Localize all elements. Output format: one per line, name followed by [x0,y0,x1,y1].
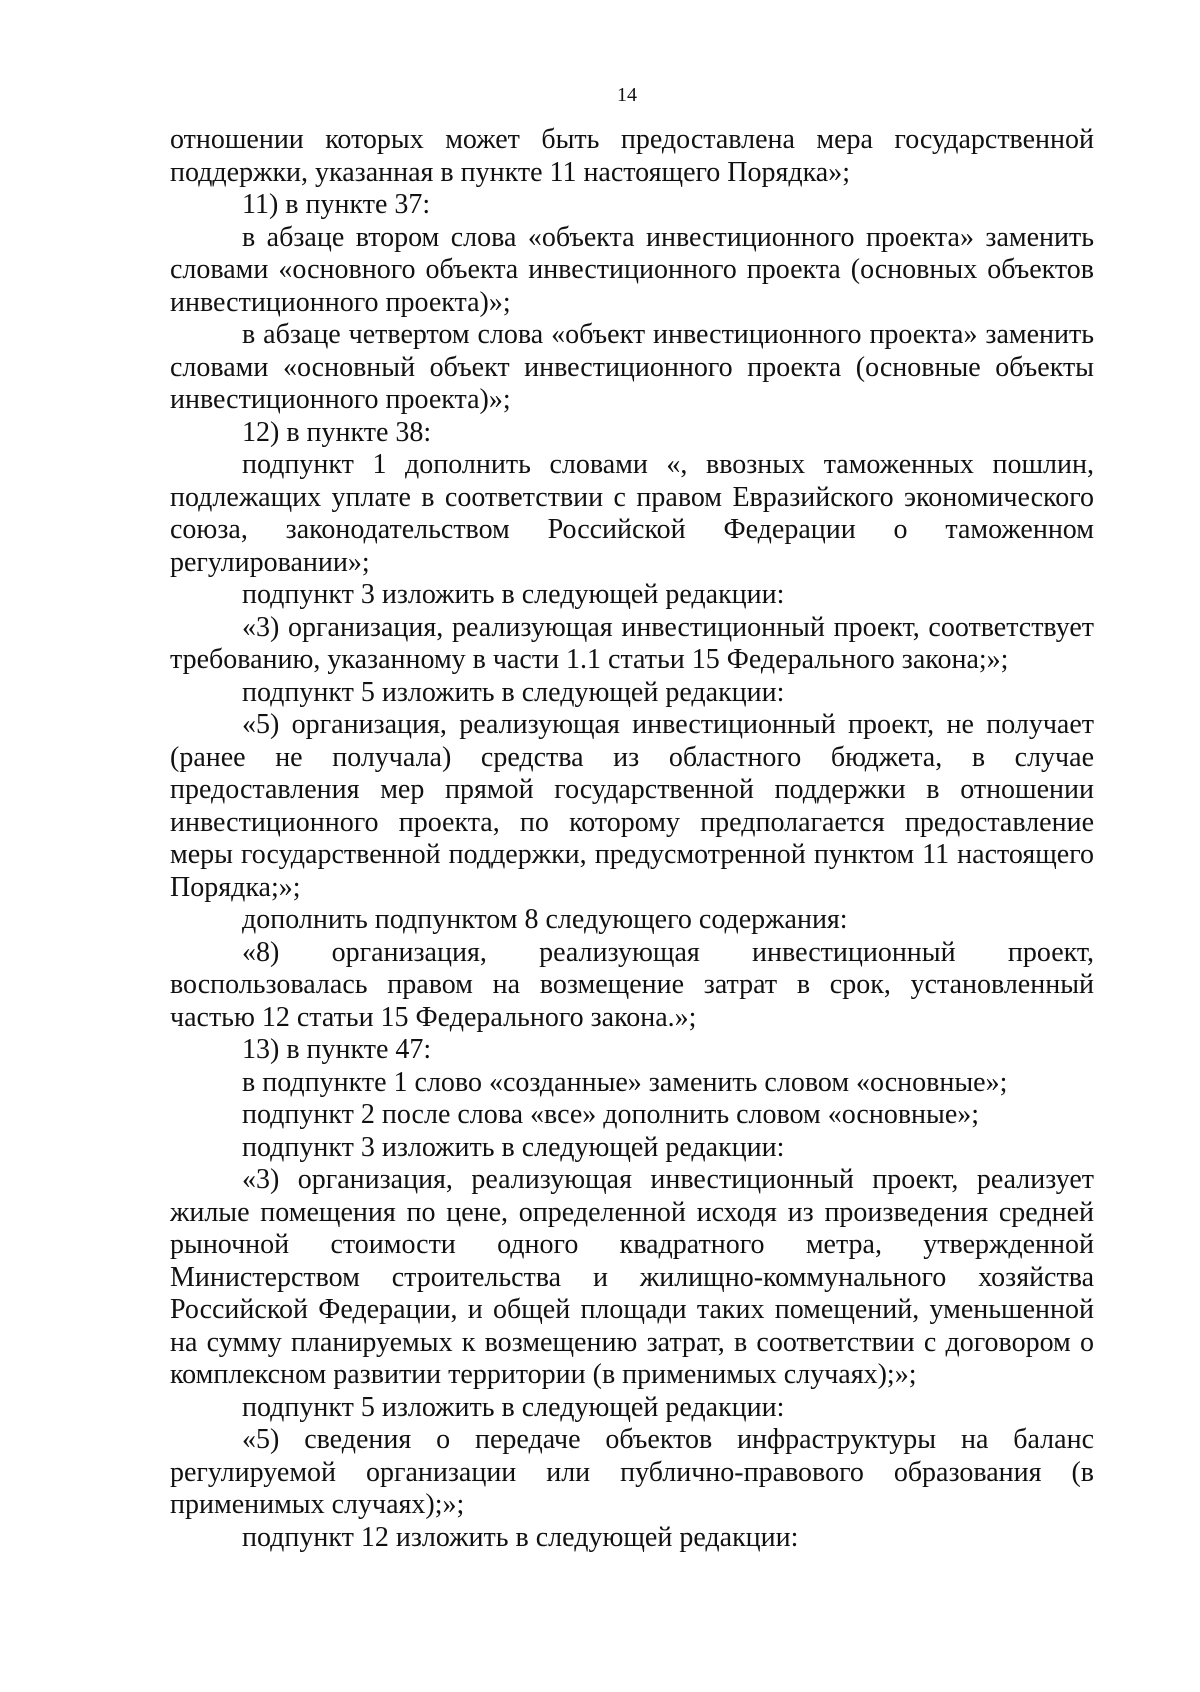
paragraph: в подпункте 1 слово «созданные» заменить словом «основные»; [242,1066,1008,1098]
paragraph: «8) организация, реализующая инвестиционный проект, воспользовалась правом на возмещение затрат в срок, установленный частью 12 статьи 15 Федерального закона.»; [170,936,1094,1033]
paragraph: дополнить подпунктом 8 следующего содержания: [242,904,848,935]
paragraph: «5) сведения о передаче объектов инфраструктуры на баланс регулируемой организации или публично-правового образования (в применимых случаях);»; [170,1424,1094,1520]
paragraph: подпункт 2 после слова «все» дополнить словом «основные»; [242,1099,980,1130]
paragraph: 13) в пункте 47: [242,1034,432,1065]
paragraph: 11) в пункте 37: [242,189,431,220]
document-body [170,124,1094,1554]
paragraph: в абзаце четвертом слова «объект инвестиционного проекта» заменить словами «основный объект инвестиционного проекта (основные объекты инвестиционного проекта)»; [170,319,1094,415]
paragraph: «5) организация, реализующая инвестиционный проект, не получает (ранее не получала) средства из областного бюджета, в случае предоставления мер прямой государственной поддержки в отношении инвестиционного проекта, по которому предполагается предоставление меры государственной поддержки, предусмотренной пунктом 11 настоящего Порядка;»; [170,709,1094,903]
paragraph: в абзаце втором слова «объекта инвестиционного проекта» заменить словами «основного объекта инвестиционного проекта (основных объектов инвестиционного проекта)»; [170,221,1094,318]
paragraph: «3) организация, реализующая инвестиционный проект, соответствует требованию, указанному в части 1.1 статьи 15 Федерального закона;»; [170,611,1094,675]
paragraph: подпункт 12 изложить в следующей редакции: [242,1521,799,1553]
page-number: 14 [617,84,637,106]
paragraph: отношении которых может быть предоставлена мера государственной поддержки, указанная в пункте 11 настоящего Порядка»; [170,124,1094,188]
paragraph: подпункт 1 дополнить словами «, ввозных таможенных пошлин, подлежащих уплате в соответствии с правом Евразийского экономического союза, законодательством Российской Федерации о таможенном регулировании»; [170,449,1094,578]
paragraph: подпункт 5 изложить в следующей редакции: [242,1391,785,1423]
paragraph: подпункт 3 изложить в следующей редакции: [242,579,785,610]
paragraph: 12) в пункте 38: [242,416,432,448]
paragraph: подпункт 5 изложить в следующей редакции: [242,676,785,708]
paragraph: подпункт 3 изложить в следующей редакции: [242,1131,785,1163]
paragraph: «3) организация, реализующая инвестиционный проект, реализует жилые помещения по цене, определенной исходя из произведения средней рыночной стоимости одного квадратного метра, утвержденной Министерством строительства и жилищно-коммунального хозяйства Российской Федерации, и общей площади таких помещений, уменьшенной на сумму планируемых к возмещению затрат, в соответствии с договором о комплексном развитии территории (в применимых случаях);»; [170,1164,1094,1390]
